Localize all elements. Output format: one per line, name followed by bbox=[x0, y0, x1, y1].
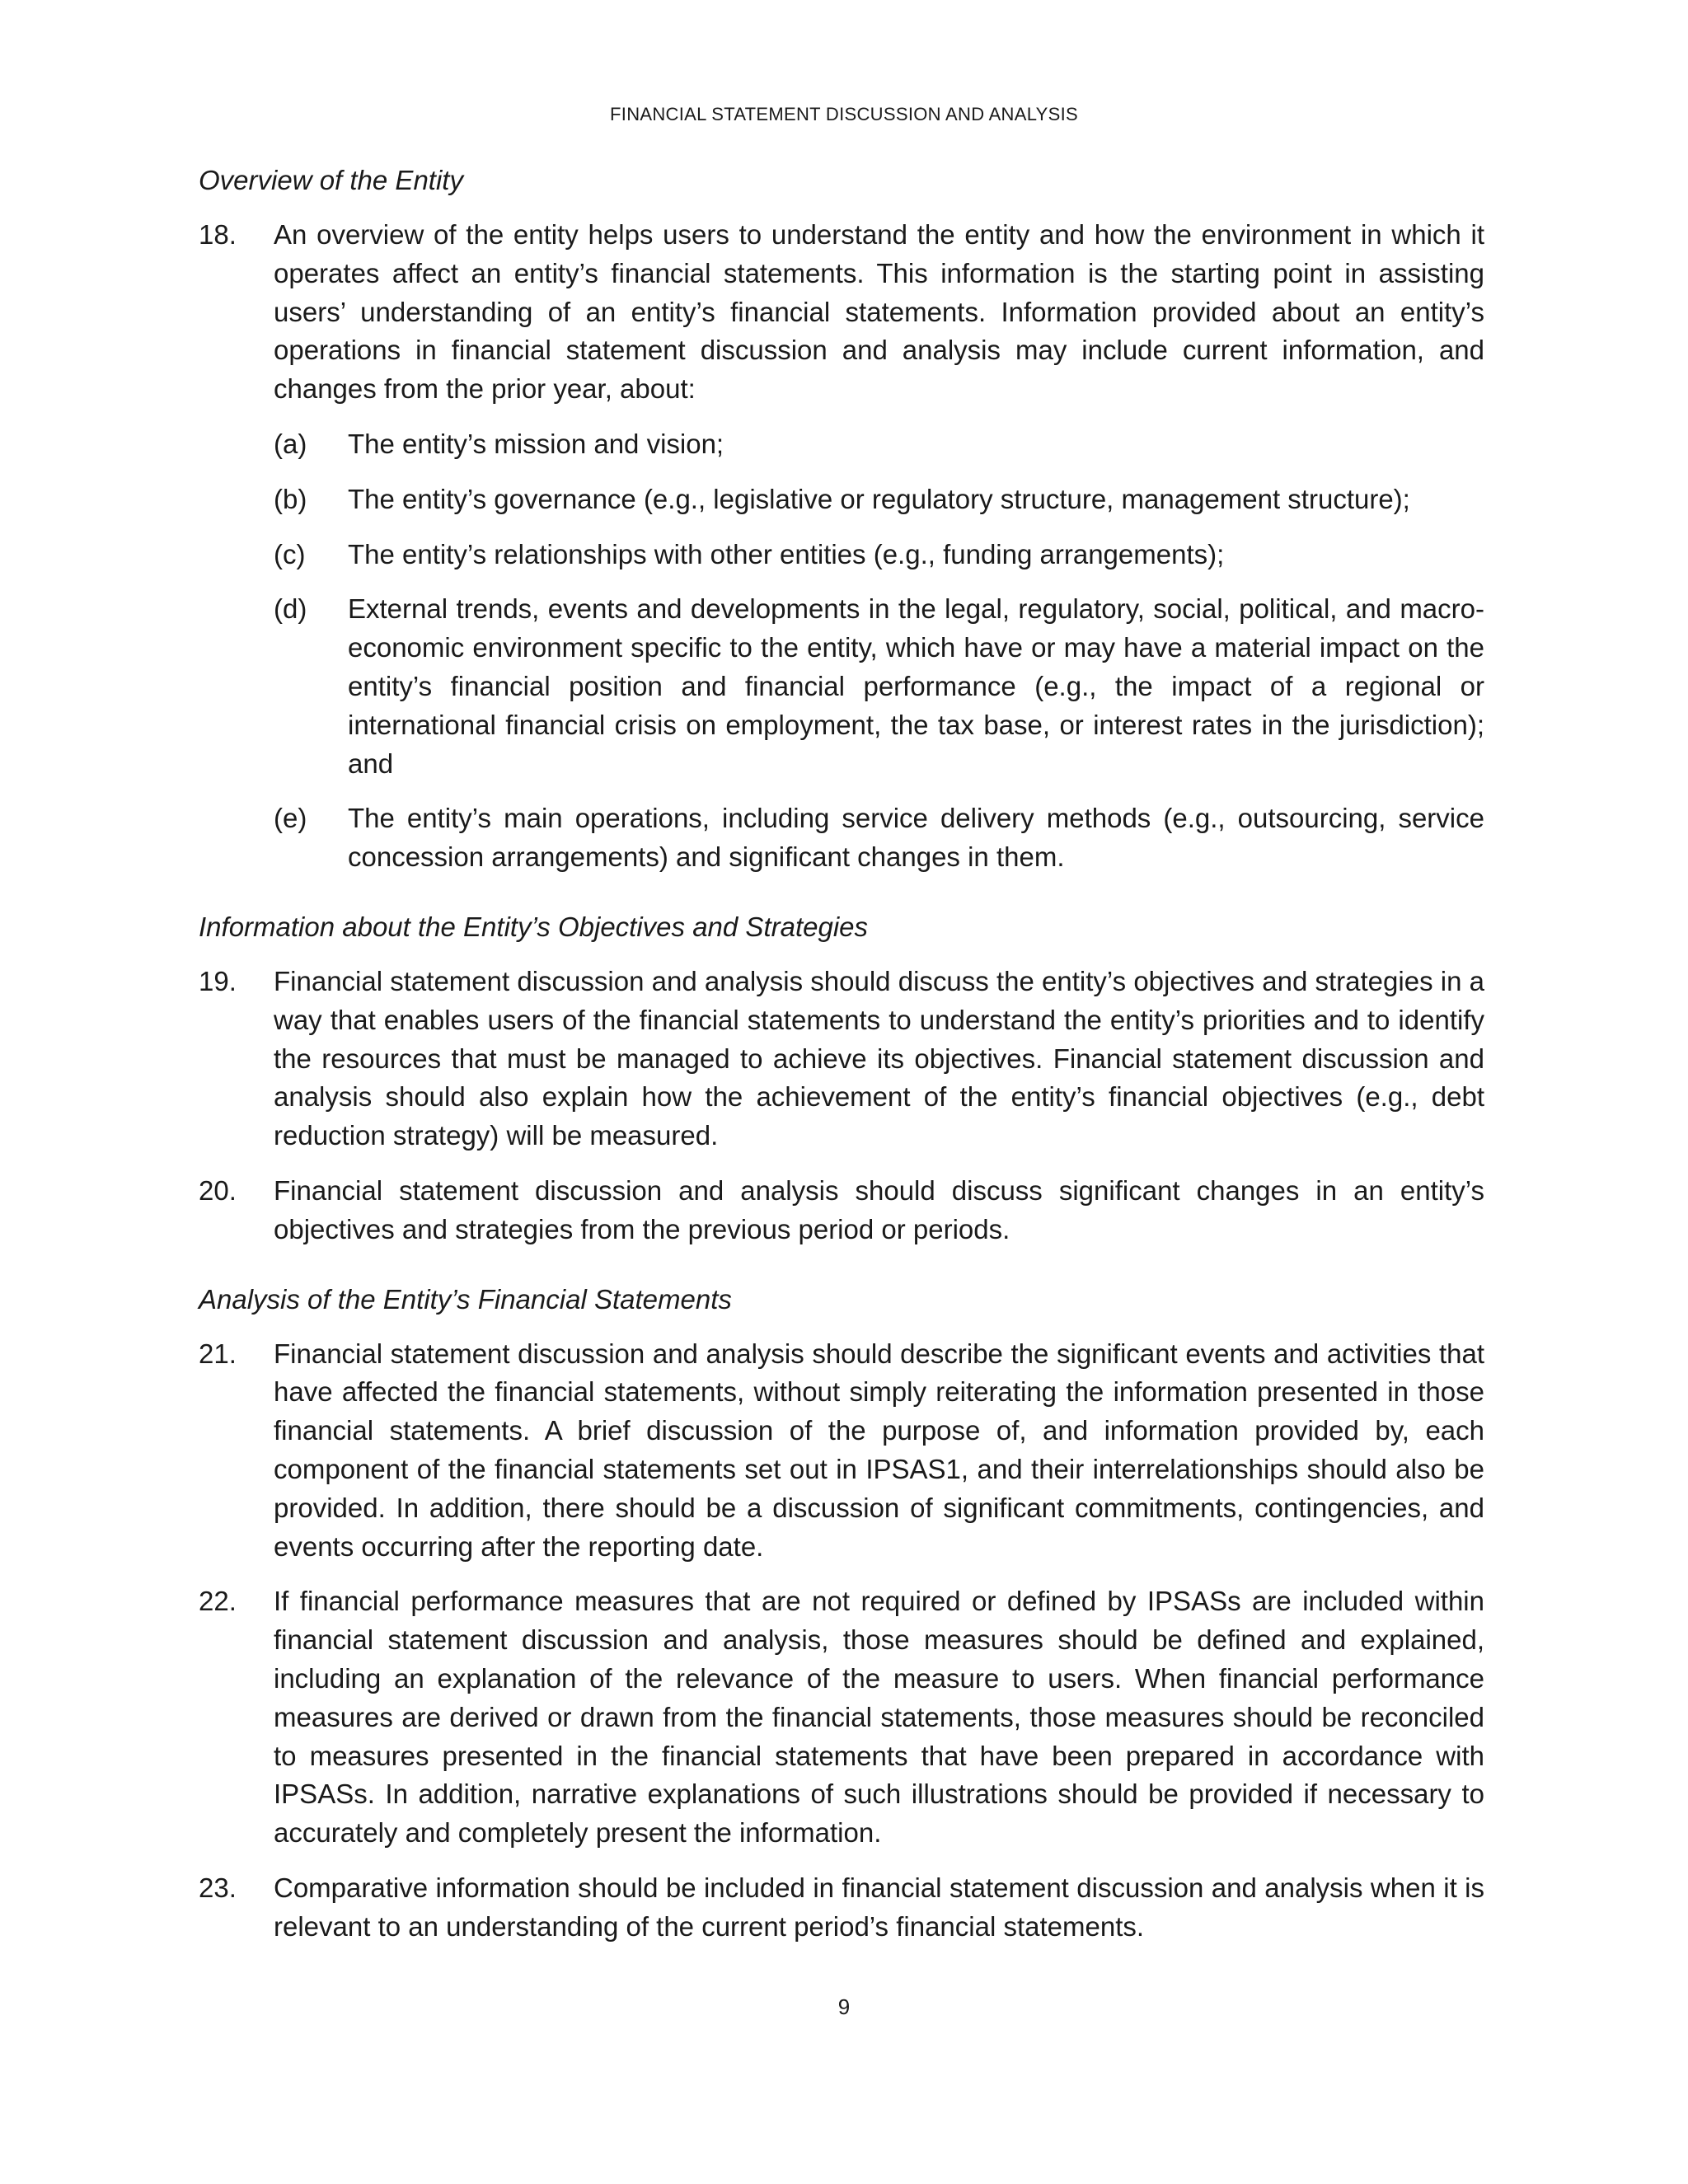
paragraph-text: Financial statement discussion and analysis should discuss significant changes in an entity’s objectives and strategies from the previous period or periods. bbox=[274, 1174, 1484, 1244]
list-item-text: The entity’s relationships with other entities (e.g., funding arrangements); bbox=[348, 538, 1225, 569]
page-number: 9 bbox=[837, 1994, 851, 2019]
paragraph-number: 20. bbox=[199, 1174, 237, 1206]
list-item-c bbox=[274, 536, 1484, 574]
paragraph-text: Financial statement discussion and analysis should discuss the entity’s objectives and strategies in a way that enables users of the financial statements to understand the entity’s priorities and to identify the resources that must be managed to achieve its objectives. Financial statement discussion and analysis should also explain how the achievement of the entity’s financial objectives (e.g., debt reduction strategy) will be measured. bbox=[274, 965, 1484, 1151]
list-item-label: (b) bbox=[274, 483, 307, 514]
section-heading-objectives: Information about the Entity’s Objectives and Strategies bbox=[199, 911, 869, 942]
paragraph-21 bbox=[199, 1335, 1484, 1567]
list-item-text: The entity’s mission and vision; bbox=[348, 428, 724, 459]
list-item-e bbox=[274, 799, 1484, 877]
paragraph-number: 19. bbox=[199, 965, 237, 996]
paragraph-number: 23. bbox=[199, 1872, 237, 1903]
paragraph-number: 22. bbox=[199, 1586, 237, 1617]
list-item-label: (e) bbox=[274, 803, 307, 834]
list-item-text: External trends, events and developments in the legal, regulatory, social, political, and macro-economic environment specific to the entity, which have or may have a material impact on the entity’s financial position and financial performance (e.g., the impact of a regional or international financial crisis on employment, the tax base, or interest rates in the jurisdiction); and bbox=[348, 593, 1484, 779]
paragraph-text: Financial statement discussion and analysis should describe the significant events and activities that have affected the financial statements, without simply reiterating the information presented in those financial statements. A brief discussion of the purpose of, and information provided by, each component of the financial statements set out in IPSAS1, and their interrelationships should also be provided. In addition, there should be a discussion of significant commitments, contingencies, and events occurring after the reporting date. bbox=[274, 1338, 1484, 1562]
document-body bbox=[199, 162, 1484, 1962]
paragraph-number: 18. bbox=[199, 219, 237, 250]
list-item-label: (d) bbox=[274, 593, 307, 625]
list-item-text: The entity’s main operations, including service delivery methods (e.g., outsourcing, service concession arrangements) and significant changes in them. bbox=[348, 803, 1484, 873]
paragraph-18 bbox=[199, 216, 1484, 409]
paragraph-23 bbox=[199, 1869, 1484, 1947]
list-item-label: (c) bbox=[274, 538, 306, 569]
section-heading-overview: Overview of the Entity bbox=[199, 165, 463, 195]
paragraph-number: 21. bbox=[199, 1338, 237, 1369]
page-header: FINANCIAL STATEMENT DISCUSSION AND ANALYSIS bbox=[610, 104, 1078, 124]
paragraph-22 bbox=[199, 1582, 1484, 1853]
paragraph-19 bbox=[199, 963, 1484, 1155]
paragraph-text: If financial performance measures that are not required or defined by IPSASs are included within financial statement discussion and analysis, those measures should be defined and explained, including an explanation of the relevance of the measure to users. When financial performance measures are derived or drawn from the financial statements, those measures should be reconciled to measures presented in the financial statements that have been prepared in accordance with IPSASs. In addition, narrative explanations of such illustrations should be provided if necessary to accurately and completely present the information. bbox=[274, 1586, 1484, 1849]
list-item-text: The entity’s governance (e.g., legislative or regulatory structure, management structure); bbox=[348, 483, 1410, 514]
paragraph-20 bbox=[199, 1172, 1484, 1249]
list-item-a bbox=[274, 425, 1484, 464]
list-item-label: (a) bbox=[274, 428, 307, 459]
section-heading-analysis: Analysis of the Entity’s Financial Statements bbox=[199, 1283, 732, 1315]
paragraph-text: An overview of the entity helps users to understand the entity and how the environment in which it operates affect an entity’s financial statements. This information is the starting point in assisting users’ understanding of an entity’s financial statements. Information provided about an entity’s operations in financial statement discussion and analysis may include current information, and changes from the prior year, about: bbox=[274, 219, 1484, 405]
list-item-b bbox=[274, 480, 1484, 519]
list-item-d bbox=[274, 590, 1484, 783]
paragraph-text: Comparative information should be included in financial statement discussion and analysis when it is relevant to an understanding of the current period’s financial statements. bbox=[274, 1872, 1484, 1942]
